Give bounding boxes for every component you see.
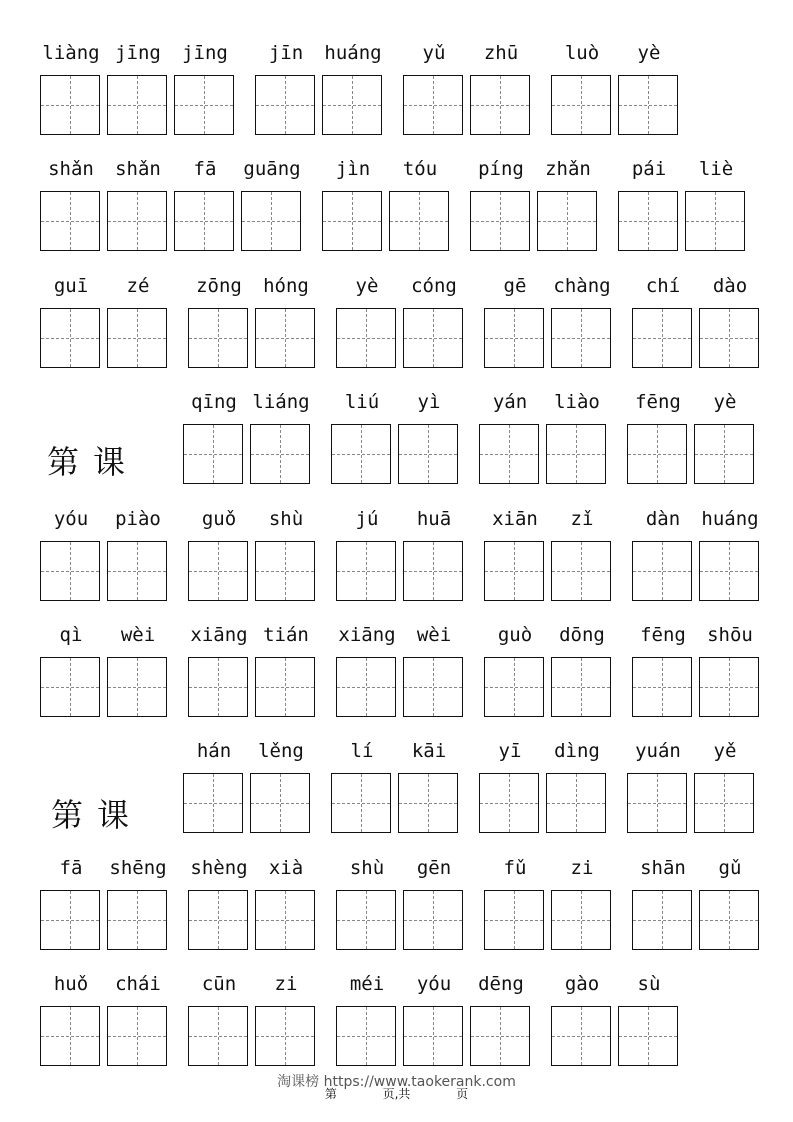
pinyin-label: tóu: [402, 158, 438, 180]
pinyin-label: dàn: [645, 508, 681, 530]
pinyin-label: gēn: [416, 857, 452, 879]
writing-box[interactable]: [241, 191, 301, 251]
pinyin-label: tián: [263, 624, 309, 646]
pinyin-label: shèng: [190, 857, 248, 879]
pinyin-label: huǒ: [53, 973, 89, 995]
writing-box[interactable]: [546, 773, 606, 833]
pinyin-label: chí: [645, 275, 681, 297]
writing-box[interactable]: [484, 890, 544, 950]
pinyin-label: jīng: [182, 42, 228, 64]
pinyin-label: pái: [631, 158, 667, 180]
writing-box[interactable]: [685, 191, 745, 251]
page-label-ye: 页: [456, 1087, 469, 1101]
writing-box[interactable]: [403, 890, 463, 950]
pinyin-label: zi: [570, 857, 594, 879]
writing-box[interactable]: [551, 890, 611, 950]
pinyin-label: dēng: [478, 973, 524, 995]
pinyin-label: jìn: [335, 158, 371, 180]
pinyin-label: chàng: [553, 275, 611, 297]
pinyin-label: shōu: [707, 624, 753, 646]
pinyin-row: [0, 41, 793, 161]
writing-box[interactable]: [470, 75, 530, 135]
pinyin-label: jīn: [268, 42, 304, 64]
writing-box[interactable]: [403, 1006, 463, 1066]
writing-box[interactable]: [398, 773, 458, 833]
pinyin-label: huā: [416, 508, 452, 530]
pinyin-row: [0, 623, 793, 743]
pinyin-row: [0, 157, 793, 277]
writing-box[interactable]: [336, 308, 396, 368]
writing-box[interactable]: [107, 657, 167, 717]
writing-box[interactable]: [403, 308, 463, 368]
writing-box[interactable]: [255, 308, 315, 368]
pinyin-label: yì: [417, 391, 441, 413]
writing-box[interactable]: [174, 191, 234, 251]
pinyin-label: gǔ: [718, 857, 742, 879]
pinyin-label: hán: [196, 740, 232, 762]
writing-box[interactable]: [484, 541, 544, 601]
writing-box[interactable]: [40, 1006, 100, 1066]
writing-box[interactable]: [40, 657, 100, 717]
writing-box[interactable]: [699, 541, 759, 601]
writing-box[interactable]: [107, 75, 167, 135]
writing-box[interactable]: [551, 1006, 611, 1066]
writing-box[interactable]: [336, 541, 396, 601]
pinyin-label: xiān: [492, 508, 538, 530]
writing-box[interactable]: [546, 424, 606, 484]
writing-box[interactable]: [699, 657, 759, 717]
pinyin-label: piào: [115, 508, 161, 530]
writing-box[interactable]: [188, 308, 248, 368]
pinyin-label: jú: [355, 508, 379, 530]
page-label-di: 第: [324, 1087, 337, 1101]
pinyin-label: cūn: [201, 973, 237, 995]
pinyin-label: píng: [478, 158, 524, 180]
pinyin-label: zé: [126, 275, 150, 297]
writing-box[interactable]: [632, 308, 692, 368]
lesson-heading: 第课: [51, 796, 144, 834]
pinyin-label: guī: [53, 275, 89, 297]
pinyin-label: cóng: [411, 275, 457, 297]
writing-box[interactable]: [470, 191, 530, 251]
writing-box[interactable]: [107, 541, 167, 601]
pinyin-label: méi: [349, 973, 385, 995]
writing-box[interactable]: [551, 75, 611, 135]
pinyin-label: zhū: [483, 42, 519, 64]
writing-box[interactable]: [699, 308, 759, 368]
writing-box[interactable]: [255, 657, 315, 717]
writing-box[interactable]: [470, 1006, 530, 1066]
writing-box[interactable]: [255, 541, 315, 601]
writing-box[interactable]: [551, 541, 611, 601]
writing-box[interactable]: [336, 1006, 396, 1066]
pinyin-label: yǔ: [422, 42, 446, 64]
pinyin-label: fā: [193, 158, 217, 180]
writing-box[interactable]: [537, 191, 597, 251]
pinyin-label: hóng: [263, 275, 309, 297]
pinyin-label: huáng: [701, 508, 759, 530]
writing-box[interactable]: [188, 890, 248, 950]
pinyin-label: sù: [637, 973, 661, 995]
pinyin-label: shān: [640, 857, 686, 879]
writing-box[interactable]: [403, 541, 463, 601]
writing-box[interactable]: [40, 75, 100, 135]
pinyin-label: xiāng: [338, 624, 396, 646]
writing-box[interactable]: [484, 657, 544, 717]
pinyin-label: jīng: [115, 42, 161, 64]
writing-box[interactable]: [389, 191, 449, 251]
pinyin-label: guò: [497, 624, 533, 646]
pinyin-label: zi: [274, 973, 298, 995]
page-label-ye-gong: 页,共: [382, 1087, 411, 1101]
writing-box[interactable]: [627, 773, 687, 833]
pinyin-label: shù: [268, 508, 304, 530]
pinyin-row: [0, 274, 793, 394]
pinyin-label: yóu: [416, 973, 452, 995]
pinyin-label: fēng: [635, 391, 681, 413]
writing-box[interactable]: [107, 308, 167, 368]
pinyin-label: liàng: [42, 42, 100, 64]
writing-box[interactable]: [174, 75, 234, 135]
pinyin-label: yóu: [53, 508, 89, 530]
pinyin-label: shù: [349, 857, 385, 879]
writing-box[interactable]: [40, 890, 100, 950]
source-watermark: 淘课榜 https://www.taokerank.com: [277, 1074, 516, 1090]
writing-box[interactable]: [107, 1006, 167, 1066]
pinyin-label: lěng: [258, 740, 304, 762]
writing-box[interactable]: [632, 541, 692, 601]
pinyin-label: zhǎn: [545, 158, 591, 180]
writing-box[interactable]: [551, 308, 611, 368]
pinyin-label: yě: [713, 740, 737, 762]
writing-box[interactable]: [336, 890, 396, 950]
pinyin-row: [0, 856, 793, 976]
pinyin-label: dìng: [554, 740, 600, 762]
pinyin-label: yuán: [635, 740, 681, 762]
pinyin-label: dōng: [559, 624, 605, 646]
pinyin-label: kāi: [411, 740, 447, 762]
pinyin-label: guāng: [243, 158, 301, 180]
writing-box[interactable]: [255, 75, 315, 135]
writing-box[interactable]: [336, 657, 396, 717]
writing-box[interactable]: [40, 308, 100, 368]
pinyin-label: liáng: [252, 391, 310, 413]
pinyin-label: liú: [344, 391, 380, 413]
writing-box[interactable]: [250, 424, 310, 484]
writing-box[interactable]: [183, 424, 243, 484]
pinyin-label: huáng: [324, 42, 382, 64]
writing-box[interactable]: [479, 773, 539, 833]
pinyin-label: liè: [698, 158, 734, 180]
writing-box[interactable]: [479, 424, 539, 484]
writing-box[interactable]: [618, 75, 678, 135]
lesson-heading: 第课: [47, 443, 140, 481]
pinyin-label: zōng: [196, 275, 242, 297]
pinyin-label: qīng: [191, 391, 237, 413]
pinyin-label: yè: [713, 391, 737, 413]
pinyin-label: luò: [564, 42, 600, 64]
writing-box[interactable]: [331, 424, 391, 484]
pinyin-label: yè: [355, 275, 379, 297]
pinyin-label: fǔ: [503, 857, 527, 879]
pinyin-label: shēng: [109, 857, 167, 879]
pinyin-label: yán: [492, 391, 528, 413]
pinyin-label: shǎn: [115, 158, 161, 180]
pinyin-label: wèi: [416, 624, 452, 646]
pinyin-row: [0, 507, 793, 627]
writing-box[interactable]: [699, 890, 759, 950]
writing-box[interactable]: [403, 657, 463, 717]
pinyin-label: wèi: [120, 624, 156, 646]
pinyin-label: gào: [564, 973, 600, 995]
pinyin-label: qì: [59, 624, 83, 646]
writing-box[interactable]: [183, 773, 243, 833]
writing-box[interactable]: [40, 541, 100, 601]
pinyin-label: chái: [115, 973, 161, 995]
writing-box[interactable]: [694, 424, 754, 484]
writing-box[interactable]: [322, 75, 382, 135]
writing-box[interactable]: [107, 191, 167, 251]
writing-box[interactable]: [255, 1006, 315, 1066]
pinyin-label: liào: [554, 391, 600, 413]
writing-box[interactable]: [551, 657, 611, 717]
pinyin-label: shǎn: [48, 158, 94, 180]
writing-box[interactable]: [188, 1006, 248, 1066]
writing-box[interactable]: [255, 890, 315, 950]
writing-box[interactable]: [188, 541, 248, 601]
pinyin-label: fēng: [640, 624, 686, 646]
writing-box[interactable]: [627, 424, 687, 484]
pinyin-label: zǐ: [570, 508, 594, 530]
page-number: [0, 1085, 793, 1102]
writing-box[interactable]: [403, 75, 463, 135]
pinyin-label: gē: [503, 275, 527, 297]
writing-box[interactable]: [107, 890, 167, 950]
pinyin-label: lí: [350, 740, 374, 762]
writing-box[interactable]: [618, 1006, 678, 1066]
writing-box[interactable]: [250, 773, 310, 833]
writing-box[interactable]: [322, 191, 382, 251]
pinyin-label: fā: [59, 857, 83, 879]
writing-box[interactable]: [484, 308, 544, 368]
writing-box[interactable]: [331, 773, 391, 833]
writing-box[interactable]: [632, 657, 692, 717]
writing-box[interactable]: [40, 191, 100, 251]
pinyin-label: yè: [637, 42, 661, 64]
writing-box[interactable]: [632, 890, 692, 950]
pinyin-label: guǒ: [201, 508, 237, 530]
writing-box[interactable]: [694, 773, 754, 833]
writing-box[interactable]: [398, 424, 458, 484]
writing-box[interactable]: [618, 191, 678, 251]
pinyin-label: xiāng: [190, 624, 248, 646]
writing-box[interactable]: [188, 657, 248, 717]
pinyin-label: yī: [498, 740, 522, 762]
pinyin-label: xià: [268, 857, 304, 879]
pinyin-label: dào: [712, 275, 748, 297]
